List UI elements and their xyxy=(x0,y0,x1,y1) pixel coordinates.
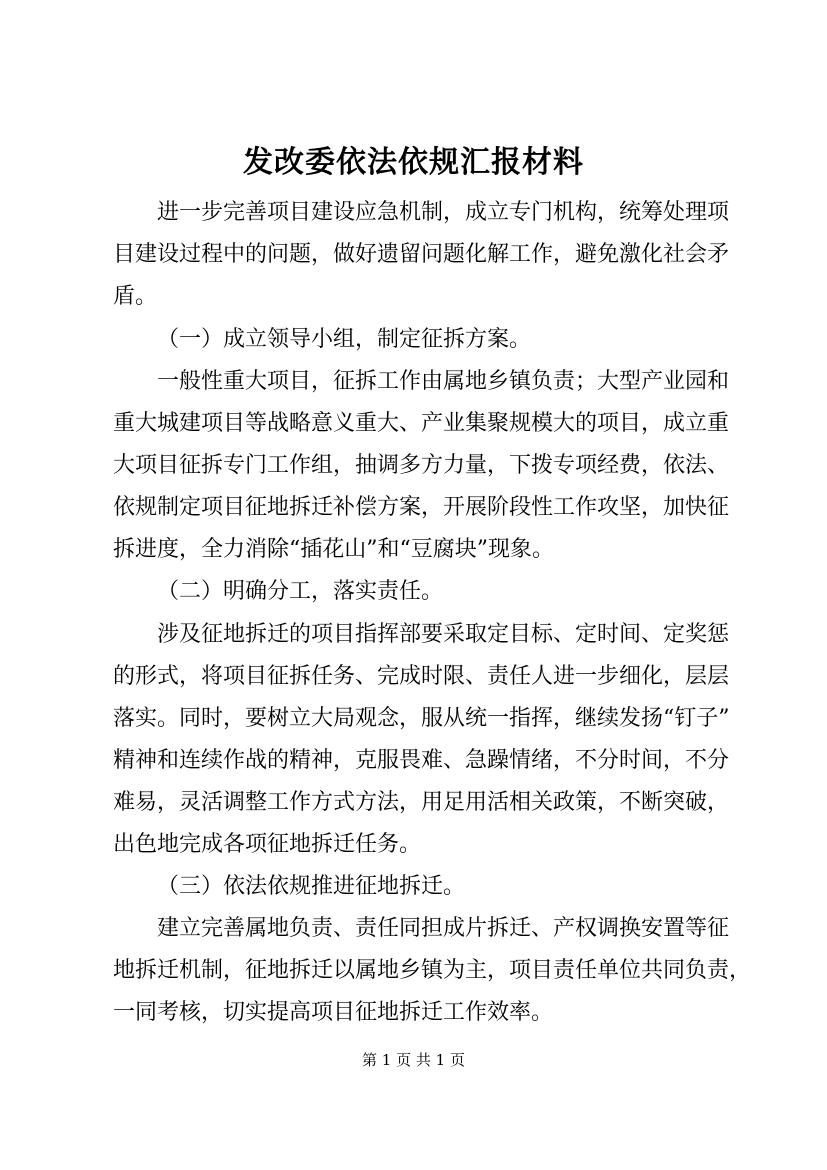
paragraph-line: 精神和连续作战的精神，克服畏难、急躁情绪，不分时间，不分 xyxy=(113,748,730,773)
paragraph-line: 一同考核，切实提高项目征地拆迁工作效率。 xyxy=(113,1000,554,1025)
paragraph-line: 涉及征地拆迁的项目指挥部要采取定目标、定时间、定奖惩 xyxy=(157,622,730,647)
paragraph-line: 大项目征拆专门工作组，抽调多方力量，下拨专项经费，依法、 xyxy=(113,453,730,478)
paragraph-line: 盾。 xyxy=(113,284,158,309)
paragraph-line: 目建设过程中的问题，做好遗留问题化解工作，避免激化社会矛 xyxy=(113,242,730,267)
paragraph-line: 进一步完善项目建设应急机制，成立专门机构，统筹处理项 xyxy=(157,200,730,225)
paragraph-line: 出色地完成各项征地拆迁任务。 xyxy=(113,832,422,857)
paragraph-line: 拆进度，全力消除“插花山”和“豆腐块”现象。 xyxy=(113,537,554,562)
paragraph-line: 重大城建项目等战略意义重大、产业集聚规模大的项目，成立重 xyxy=(113,411,730,436)
paragraph-line: 地拆迁机制，征地拆迁以属地乡镇为主，项目责任单位共同负责， xyxy=(113,958,752,983)
section-heading: （三）依法依规推进征地拆迁。 xyxy=(157,874,466,899)
paragraph-line: 落实。同时，要树立大局观念，服从统一指挥，继续发扬“钉子” xyxy=(113,706,730,731)
paragraph-line: 一般性重大项目，征拆工作由属地乡镇负责；大型产业园和 xyxy=(157,369,730,394)
paragraph-line: 依规制定项目征地拆迁补偿方案，开展阶段性工作攻坚，加快征 xyxy=(113,495,730,520)
paragraph-line: 建立完善属地负责、责任同担成片拆迁、产权调换安置等征 xyxy=(157,916,730,941)
paragraph-line: 的形式，将项目征拆任务、完成时限、责任人进一步细化，层层 xyxy=(113,664,730,689)
paragraph-line: 难易，灵活调整工作方式方法，用足用活相关政策，不断突破， xyxy=(113,790,730,815)
section-heading: （一）成立领导小组，制定征拆方案。 xyxy=(157,327,532,352)
page-title: 发改委依法依规汇报材料 xyxy=(243,145,584,180)
section-heading: （二）明确分工，落实责任。 xyxy=(157,579,444,604)
page-number-footer: 第 1 页 共 1 页 xyxy=(362,1051,465,1069)
